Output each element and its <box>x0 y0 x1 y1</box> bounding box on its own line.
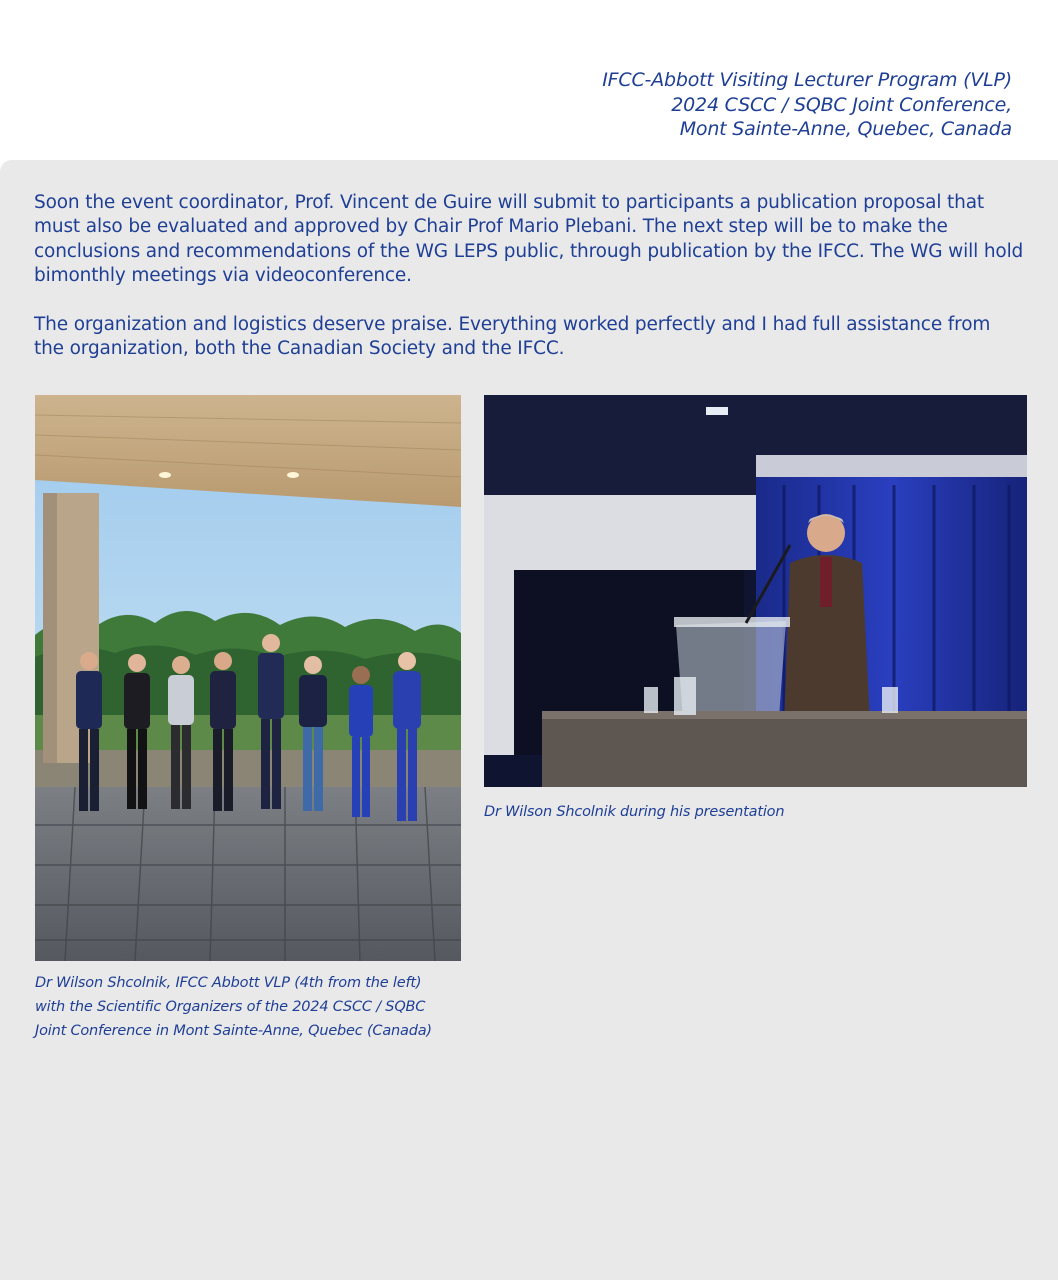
paragraph-publication: Soon the event coordinator, Prof. Vincent de Guire will submit to participants a publication proposal that must also be evaluated and approved by Chair Prof Mario Plebani. The next step will be to make the conclusions and recommendations of the WG LEPS public, through publication by the IFCC. The WG will hold bimonthly meetings via videoconference. <box>34 192 1024 287</box>
speaker-photo <box>484 395 1027 787</box>
header-line-program: IFCC-Abbott Visiting Lecturer Program (VLP) <box>602 69 1012 91</box>
group-photo-caption: Dr Wilson Shcolnik, IFCC Abbott VLP (4th from the left) with the Scientific Organizers of the 2024 CSCC / SQBC Joint Conference in Mont Sainte-Anne, Quebec (Canada) <box>35 975 432 1039</box>
document-header <box>602 68 1012 142</box>
header-line-conference: 2024 CSCC / SQBC Joint Conference, <box>671 93 1012 116</box>
article-body <box>34 191 1024 385</box>
group-photo <box>35 395 461 961</box>
paragraph-organization: The organization and logistics deserve praise. Everything worked perfectly and I had full assistance from the organization, both the Canadian Society and the IFCC. <box>34 313 991 360</box>
header-line-location: Mont Sainte-Anne, Quebec, Canada <box>679 118 1012 140</box>
speaker-photo-caption: Dr Wilson Shcolnik during his presentation <box>484 804 785 820</box>
